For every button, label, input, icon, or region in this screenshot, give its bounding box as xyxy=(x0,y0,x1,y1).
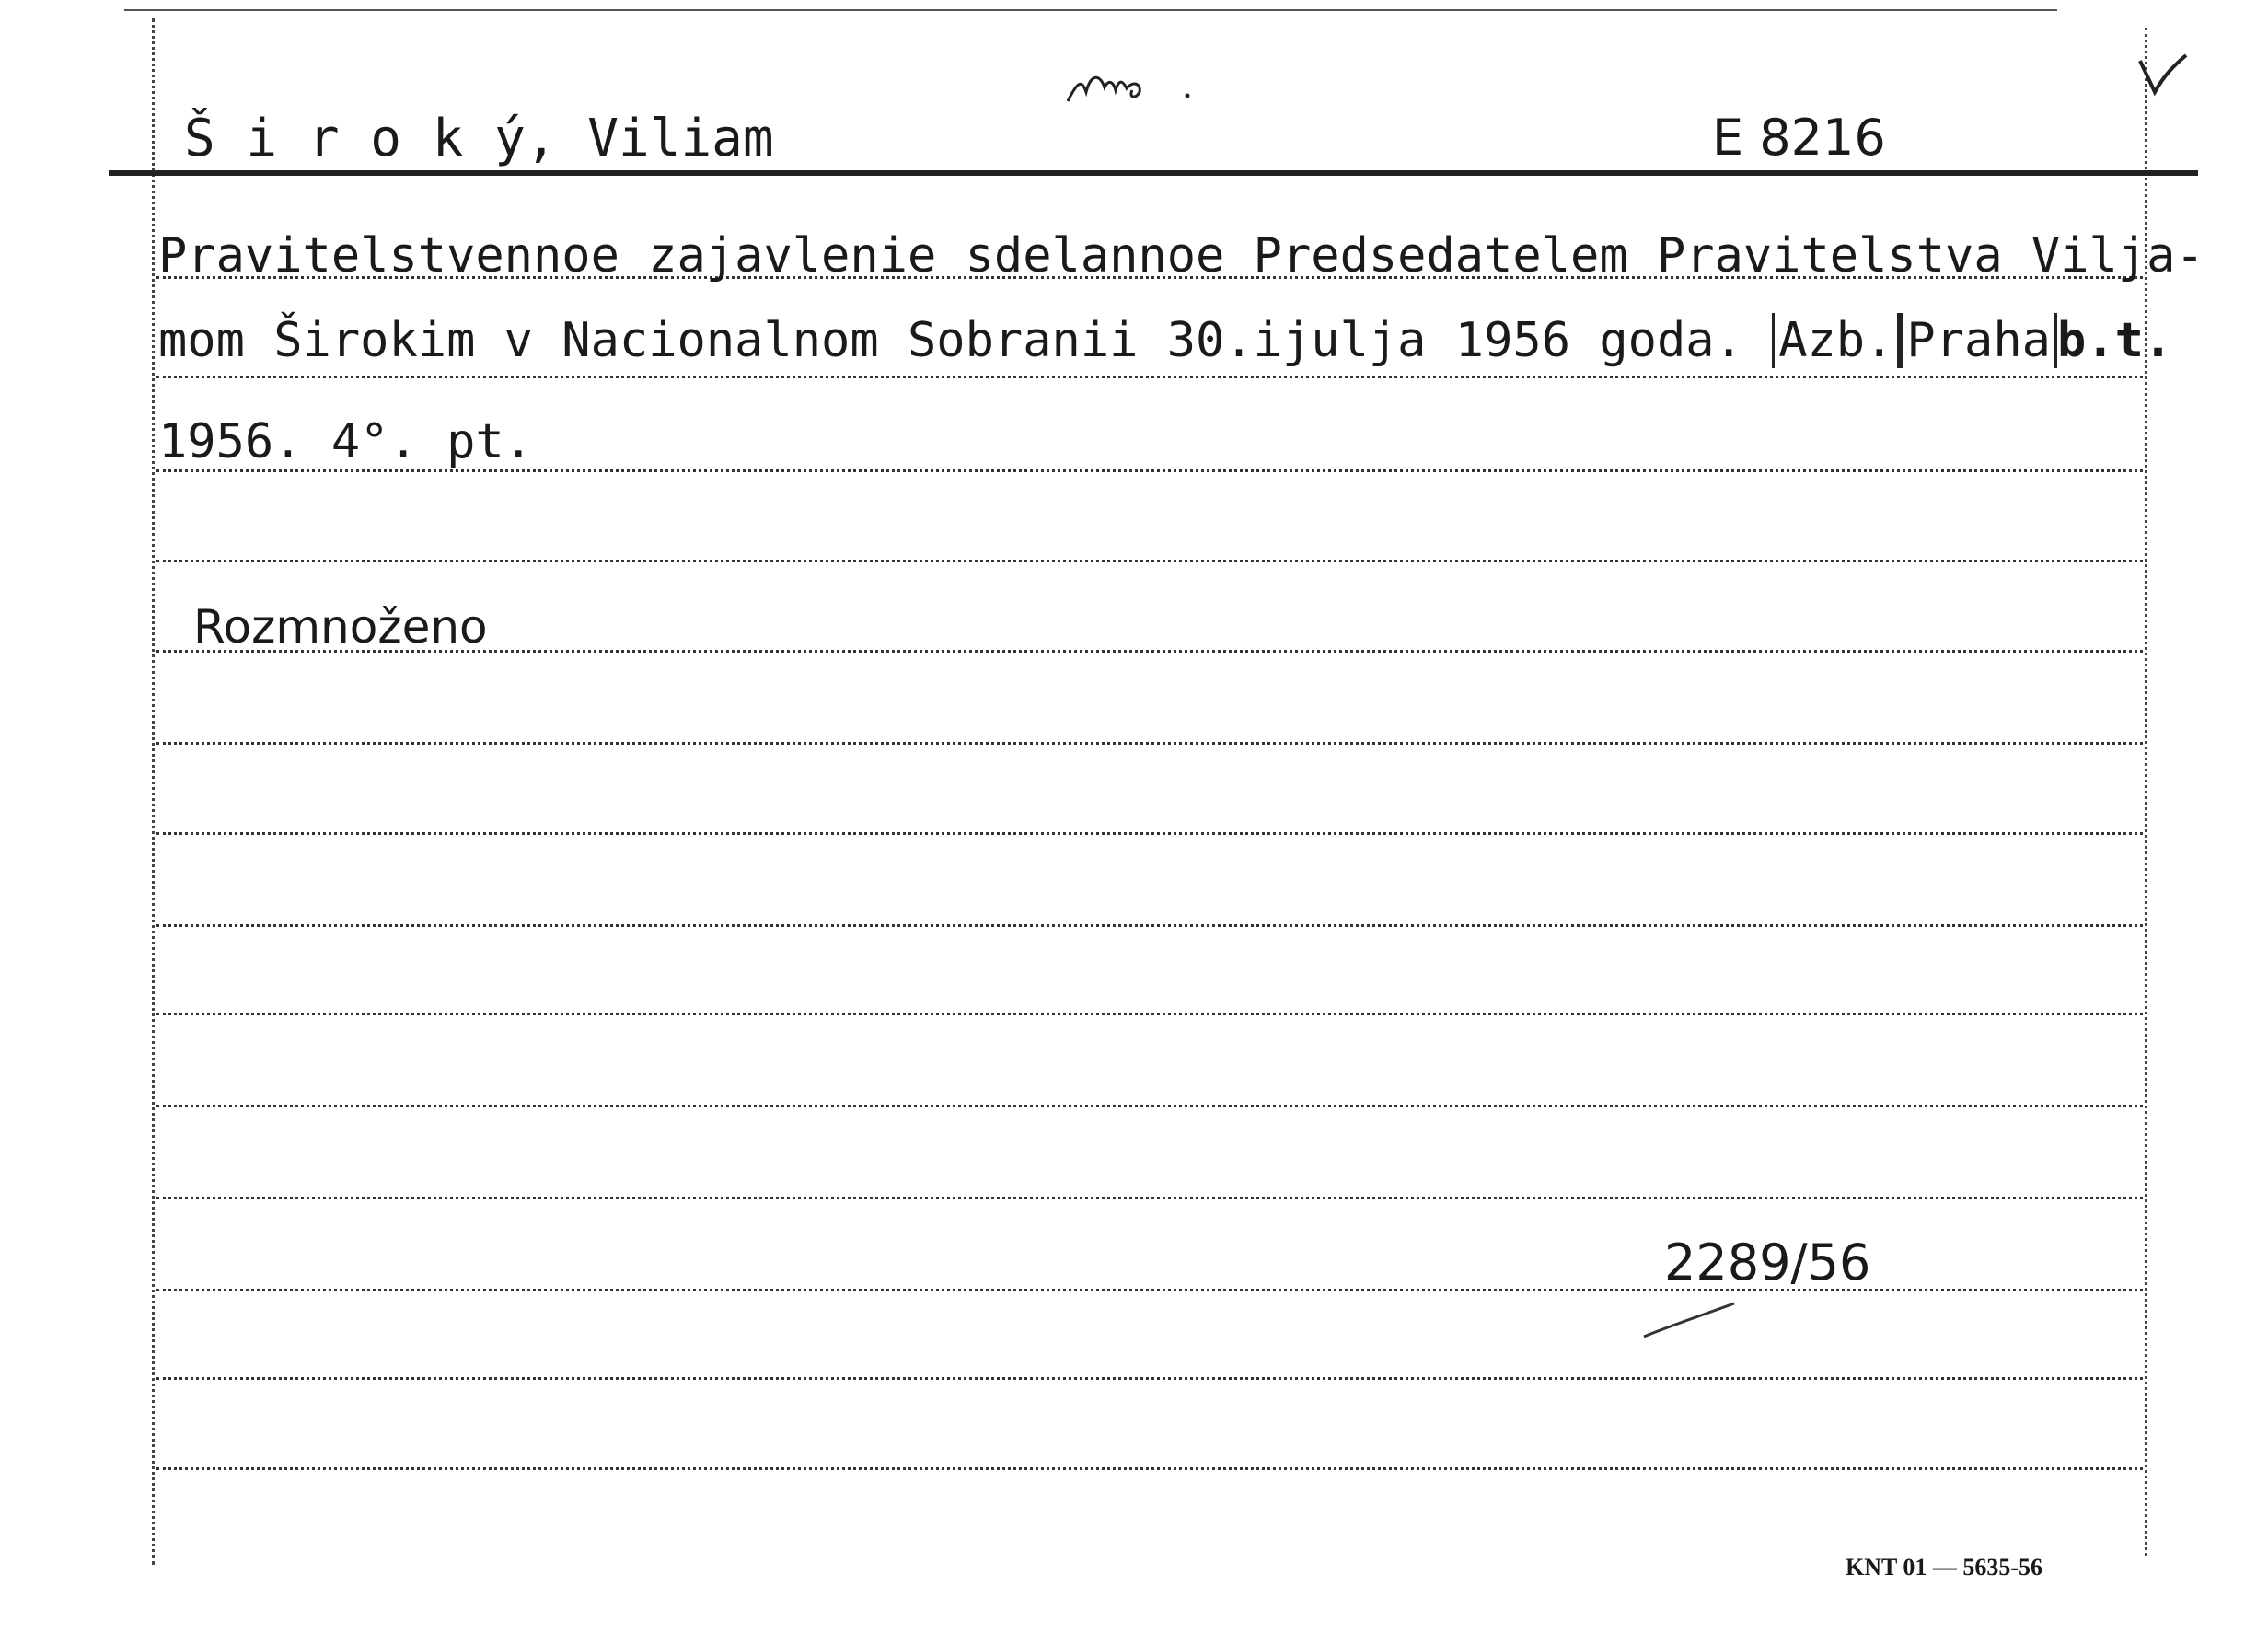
ruled-line xyxy=(156,1197,2143,1199)
ruled-line xyxy=(156,1467,2143,1470)
ruled-line xyxy=(156,924,2143,927)
ruled-line xyxy=(156,1013,2143,1015)
ruled-line xyxy=(156,742,2143,745)
ruled-line xyxy=(156,376,2143,378)
accession-number: 2289/56 xyxy=(1664,1233,1871,1291)
check-mark-icon xyxy=(2131,48,2195,103)
title-line-2-tail: b.t. xyxy=(2056,313,2173,368)
title-line-1: Pravitelstvennoe zajavlenie sdelannoe Predsedatelem Pravitelstva Vilja- xyxy=(158,228,2204,284)
title-line-3: 1956. 4°. pt. xyxy=(158,414,533,469)
reproduction-note: Rozmnoženo xyxy=(193,600,488,654)
top-border-line xyxy=(124,9,2057,11)
bracketed-note-place: Praha xyxy=(1900,313,2057,368)
bracketed-note-script: Azb. xyxy=(1772,313,1900,368)
ruled-line xyxy=(156,469,2143,472)
pencil-stroke xyxy=(1638,1298,1740,1344)
form-code: KNT 01 — 5635-56 xyxy=(1846,1554,2043,1581)
ruled-line xyxy=(156,1105,2143,1107)
ruled-line xyxy=(156,832,2143,835)
call-number: E 8216 xyxy=(1712,109,1886,167)
title-line-2 xyxy=(158,313,2172,368)
header-divider xyxy=(109,170,2198,176)
ruled-line xyxy=(156,1377,2143,1380)
handwritten-language-mark xyxy=(1059,55,1206,110)
author-heading: Š i r o k ý, Viliam xyxy=(184,109,774,168)
left-margin-line xyxy=(152,18,155,1565)
ruled-line xyxy=(156,560,2143,562)
title-line-2-text: mom Širokim v Nacionalnom Sobranii 30.ijulja 1956 goda. xyxy=(158,313,1743,368)
